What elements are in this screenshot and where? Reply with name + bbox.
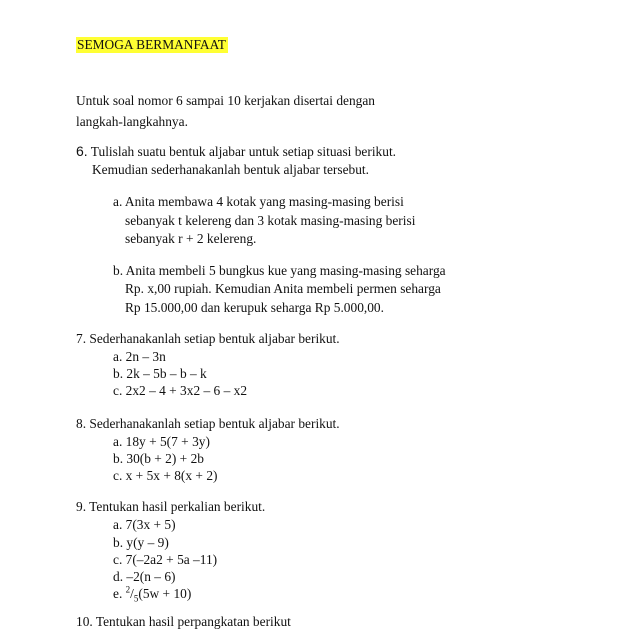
q7-item-c: c. 2x2 – 4 + 3x2 – 6 – x2 xyxy=(113,383,248,398)
q9-item-a: a. 7(3x + 5) xyxy=(113,517,176,532)
q9-title: 9. Tentukan hasil perkalian berikut. xyxy=(76,499,266,514)
q10-title: 10. Tentukan hasil perpangkatan berikut xyxy=(76,614,291,629)
q6-number: 6. xyxy=(76,143,88,159)
q6-b-line-3: Rp 15.000,00 dan kerupuk seharga Rp 5.000,00. xyxy=(125,300,384,315)
q6-a-line-2: sebanyak t kelereng dan 3 kotak masing-masing berisi xyxy=(125,213,416,228)
fraction-numerator: 2 xyxy=(125,584,131,595)
q8-title: 8. Sederhanakanlah setiap bentuk aljabar berikut. xyxy=(76,416,340,431)
q6-line-2: Kemudian sederhanakanlah bentuk aljabar tersebut. xyxy=(92,162,369,177)
q8-item-b: b. 30(b + 2) + 2b xyxy=(113,451,204,466)
q9-item-b: b. y(y – 9) xyxy=(113,535,169,550)
q6-title xyxy=(76,143,396,160)
q6-a-line-1: a. Anita membawa 4 kotak yang masing-masing berisi xyxy=(113,194,404,209)
q8-item-c: c. x + 5x + 8(x + 2) xyxy=(113,468,218,483)
q7-item-a: a. 2n – 3n xyxy=(113,349,166,364)
highlight-text: SEMOGA BERMANFAAT xyxy=(77,37,226,52)
q6-title-text: Tulislah suatu bentuk aljabar untuk setiap situasi berikut. xyxy=(87,144,397,159)
q9-item-c: c. 7(–2a2 + 5a –11) xyxy=(113,552,218,567)
q9-item-e: e. $^2/_5(5w + 10)$ xyxy=(113,584,192,604)
q8-item-a: a. 18y + 5(7 + 3y) xyxy=(113,434,210,449)
intro-line-2: langkah-langkahnya. xyxy=(76,114,188,129)
q6-b-line-2: Rp. x,00 rupiah. Kemudian Anita membeli permen seharga xyxy=(125,281,441,296)
q9-e-prefix: e. xyxy=(113,586,126,601)
fraction-denominator: 5 xyxy=(133,593,139,604)
q6-b-line-1: b. Anita membeli 5 bungkus kue yang masing-masing seharga xyxy=(113,263,446,278)
q7-item-b: b. 2k – 5b – b – k xyxy=(113,366,207,381)
intro-line-1: Untuk soal nomor 6 sampai 10 kerjakan disertai dengan xyxy=(76,93,375,108)
q7-title: 7. Sederhanakanlah setiap bentuk aljabar berikut. xyxy=(76,331,340,346)
q9-item-d: d. –2(n – 6) xyxy=(113,569,176,584)
q6-a-line-3: sebanyak r + 2 kelereng. xyxy=(125,231,257,246)
q9-e-rest: (5w + 10) xyxy=(138,586,192,601)
highlight-banner xyxy=(76,37,228,53)
